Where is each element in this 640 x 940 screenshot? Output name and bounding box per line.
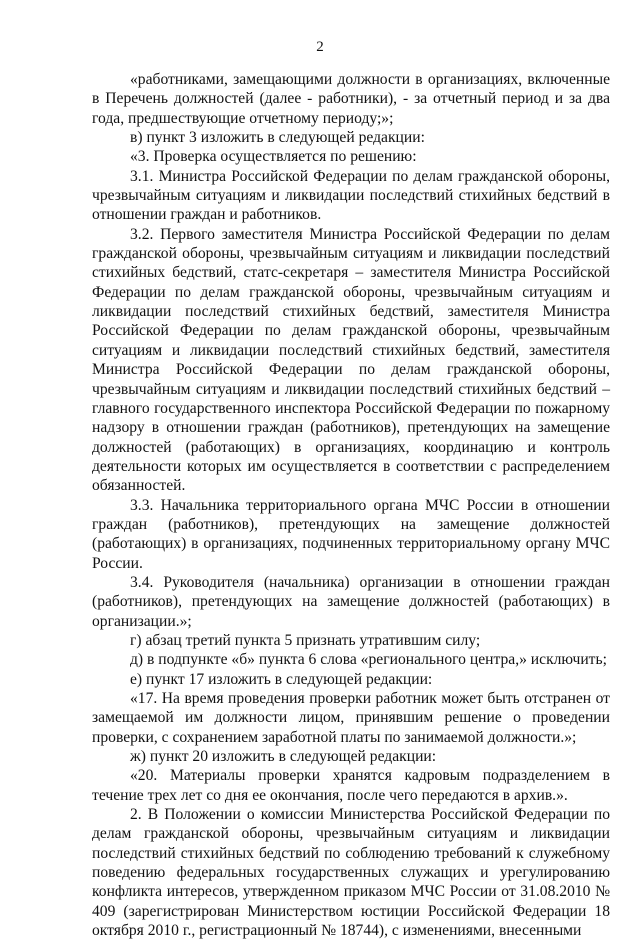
paragraph-point-20: «20. Материалы проверки хранятся кадровым подразделением в течение трех лет со дня ее окончания, после чего передаются в архив.».: [92, 767, 610, 804]
paragraph-item-zh: ж) пункт 20 изложить в следующей редакции:: [130, 748, 437, 766]
page-number: 2: [316, 39, 324, 55]
paragraph-1-continuation: «работниками, замещающими должности в организациях, включенные в Перечень должностей (далее - работники), - за отчетный период и за два года, предшествующие отчетному периоду;»;: [92, 71, 610, 127]
paragraph-section-2: 2. В Положении о комиссии Министерства Российской Федерации по делам гражданской обороны, чрезвычайным ситуациям и ликвидации последствий стихийных бедствий по соблюдению требований к служебному поведению федеральных государственных служащих и урегулированию конфликта интересов, утвержденном приказом МЧС России от 31.08.2010 № 409 (зарегистрирован Министерством юстиции Российской Федерации 18 октября 2010 г., регистрационный № 18744), с изменениями, внесенными: [92, 806, 610, 940]
paragraph-point-3-4: 3.4. Руководителя (начальника) организации в отношении граждан (работников), претендующих на замещение должностей (работающих) в организации.»;: [92, 573, 610, 630]
paragraph-item-e: е) пункт 17 изложить в следующей редакции:: [130, 670, 433, 688]
paragraph-point-3: «3. Проверка осуществляется по решению:: [130, 148, 417, 166]
paragraph-point-17: «17. На время проведения проверки работник может быть отстранен от замещаемой им должности лицом, принявшим решение о проведении проверки, с сохранением заработной платы по занимаемой должности.»;: [92, 690, 610, 746]
paragraph-item-g: г) абзац третий пункта 5 признать утратившим силу;: [130, 631, 481, 649]
paragraph-point-3-1: 3.1. Министра Российской Федерации по делам гражданской обороны, чрезвычайным ситуациям и ликвидации последствий стихийных бедствий в отношении граждан и работников.: [92, 167, 610, 224]
paragraph-item-d: д) в подпункте «б» пункта 6 слова «регионального центра,» исключить;: [130, 651, 607, 669]
paragraph-point-3-2: 3.2. Первого заместителя Министра Российской Федерации по делам гражданской обороны, чрезвычайным ситуациям и ликвидации последствий стихийных бедствий, статс-секретаря – заместителя Министра Российской Федерации по делам гражданской обороны, чрезвычайным ситуациям и ликвидации последствий стихийных бедствий, заместителя Министра Российской Федерации по делам гражданской обороны, чрезвычайным ситуациям и ликвидации последствий стихийных бедствий, заместителя Министра Российской Федерации по делам гражданской обороны, чрезвычайным ситуациям и ликвидации последствий стихийных бедствий – главного государственного инспектора Российской Федерации по пожарному надзору в отношении граждан (работников), претендующих на замещение должностей (работающих) в организациях, координацию и контроль деятельности которых им осуществляется в соответствии с распределением обязанностей.: [92, 225, 610, 495]
document-body: [92, 70, 610, 940]
paragraph-point-3-3: 3.3. Начальника территориального органа МЧС России в отношении граждан (работников), претендующих на замещение должностей (работающих) в организациях, подчиненных территориальному органу МЧС России.: [92, 496, 610, 572]
paragraph-item-v: в) пункт 3 изложить в следующей редакции:: [130, 129, 425, 147]
